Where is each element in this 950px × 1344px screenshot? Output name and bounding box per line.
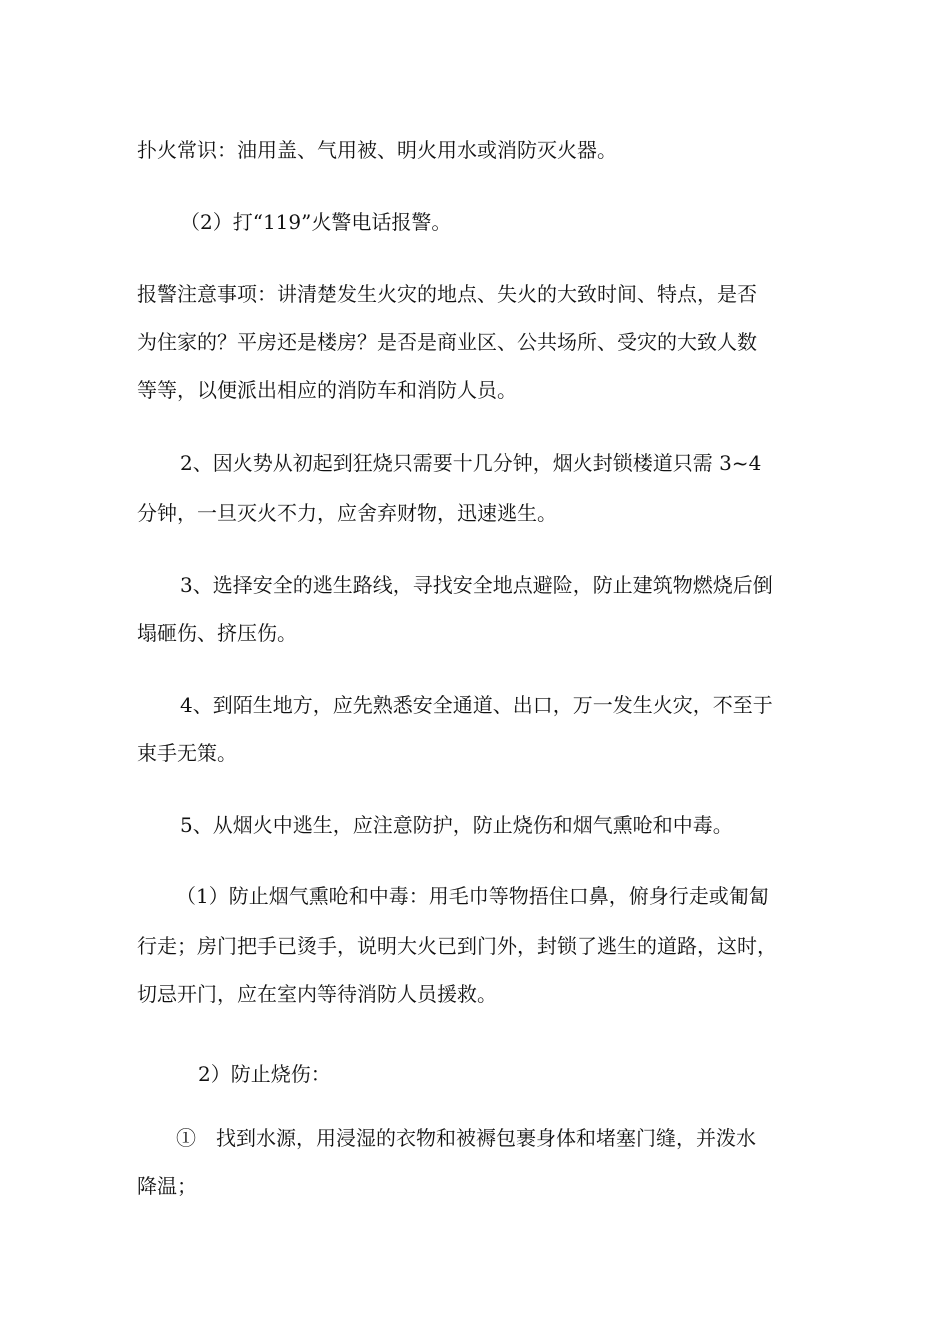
text-line: 3、选择安全的逃生路线，寻找安全地点避险，防止建筑物燃烧后倒 bbox=[180, 573, 773, 597]
text-line: 塌砸伤、挤压伤。 bbox=[137, 621, 297, 645]
text-line: 降温； bbox=[137, 1174, 197, 1198]
text-line: （2）打“119”火警电话报警。 bbox=[180, 210, 452, 234]
text-line: 5、从烟火中逃生，应注意防护，防止烧伤和烟气熏呛和中毒。 bbox=[180, 813, 733, 837]
text-line: 分钟，一旦灭火不力，应舍弃财物，迅速逃生。 bbox=[137, 501, 557, 525]
text-line: 2、因火势从初起到狂烧只需要十几分钟，烟火封锁楼道只需 3~4 bbox=[180, 451, 762, 475]
text-line: 报警注意事项：讲清楚发生火灾的地点、失火的大致时间、特点，是否 bbox=[137, 282, 757, 306]
text-line: 切忌开门，应在室内等待消防人员援救。 bbox=[137, 982, 497, 1006]
text-line: ① 找到水源，用浸湿的衣物和被褥包裹身体和堵塞门缝，并泼水 bbox=[176, 1126, 756, 1150]
text-line: 行走；房门把手已烫手，说明大火已到门外，封锁了逃生的道路，这时， bbox=[137, 934, 777, 958]
text-line: 2）防止烧伤： bbox=[198, 1062, 331, 1086]
text-line: 扑火常识：油用盖、气用被、明火用水或消防灭火器。 bbox=[137, 138, 617, 162]
text-line: （1）防止烟气熏呛和中毒：用毛巾等物捂住口鼻，俯身行走或匍匐 bbox=[176, 884, 769, 908]
text-line: 等等，以便派出相应的消防车和消防人员。 bbox=[137, 378, 517, 402]
text-line: 束手无策。 bbox=[137, 741, 237, 765]
text-line: 为住家的？平房还是楼房？是否是商业区、公共场所、受灾的大致人数 bbox=[137, 330, 757, 354]
text-line: 4、到陌生地方，应先熟悉安全通道、出口，万一发生火灾，不至于 bbox=[180, 693, 773, 717]
